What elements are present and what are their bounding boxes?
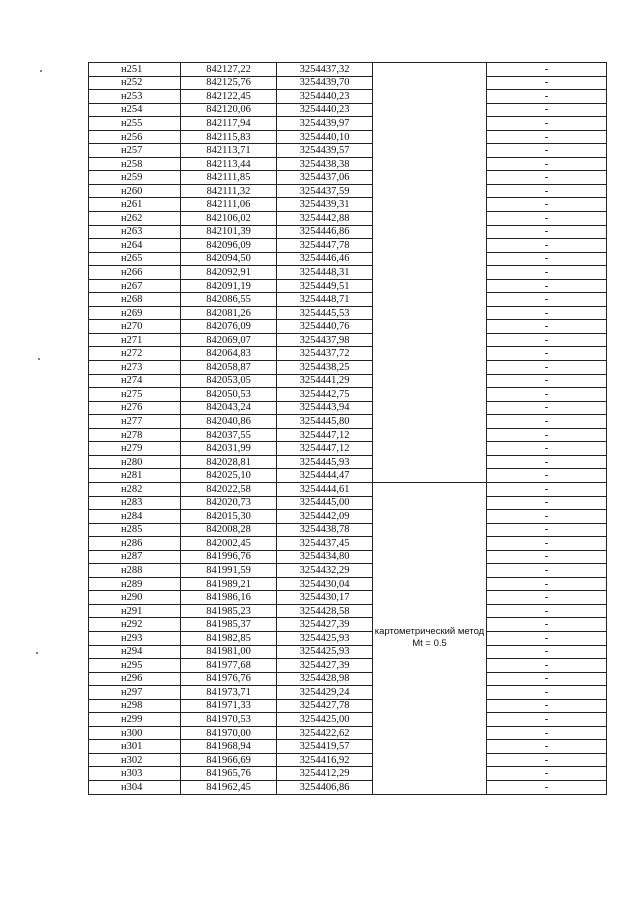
y-coordinate-cell: 3254447,12 (277, 428, 373, 442)
y-coordinate-cell: 3254438,38 (277, 157, 373, 171)
y-coordinate-cell: 3254449,51 (277, 279, 373, 293)
description-cell: - (487, 672, 607, 686)
table-row (89, 306, 607, 320)
table-row (89, 90, 607, 104)
description-cell: - (487, 388, 607, 402)
description-cell: - (487, 618, 607, 632)
x-coordinate-cell: 842101,39 (181, 225, 277, 239)
y-coordinate-cell: 3254422,62 (277, 726, 373, 740)
point-id-cell: н256 (89, 130, 181, 144)
y-coordinate-cell: 3254416,92 (277, 753, 373, 767)
table-row (89, 76, 607, 90)
x-coordinate-cell: 842113,44 (181, 157, 277, 171)
x-coordinate-cell: 842025,10 (181, 469, 277, 483)
y-coordinate-cell: 3254439,57 (277, 144, 373, 158)
description-cell: - (487, 496, 607, 510)
y-coordinate-cell: 3254441,29 (277, 374, 373, 388)
y-coordinate-cell: 3254425,00 (277, 713, 373, 727)
point-id-cell: н266 (89, 266, 181, 280)
description-cell: - (487, 306, 607, 320)
scan-speck (38, 358, 40, 360)
x-coordinate-cell: 842106,02 (181, 212, 277, 226)
x-coordinate-cell: 841970,53 (181, 713, 277, 727)
description-cell: - (487, 225, 607, 239)
table-row (89, 320, 607, 334)
table-row (89, 618, 607, 632)
description-cell: - (487, 510, 607, 524)
point-id-cell: н297 (89, 686, 181, 700)
description-cell: - (487, 591, 607, 605)
point-id-cell: н260 (89, 184, 181, 198)
point-id-cell: н251 (89, 63, 181, 77)
description-cell: - (487, 740, 607, 754)
point-id-cell: н295 (89, 659, 181, 673)
y-coordinate-cell: 3254427,78 (277, 699, 373, 713)
point-id-cell: н277 (89, 415, 181, 429)
point-id-cell: н278 (89, 428, 181, 442)
point-id-cell: н252 (89, 76, 181, 90)
table-row (89, 577, 607, 591)
y-coordinate-cell: 3254437,32 (277, 63, 373, 77)
x-coordinate-cell: 841973,71 (181, 686, 277, 700)
table-row (89, 753, 607, 767)
point-id-cell: н273 (89, 361, 181, 375)
table-row (89, 564, 607, 578)
x-coordinate-cell: 842076,09 (181, 320, 277, 334)
table-row (89, 157, 607, 171)
x-coordinate-cell: 842091,19 (181, 279, 277, 293)
table-row (89, 361, 607, 375)
point-id-cell: н291 (89, 604, 181, 618)
x-coordinate-cell: 841977,68 (181, 659, 277, 673)
x-coordinate-cell: 841968,94 (181, 740, 277, 754)
description-cell: - (487, 767, 607, 781)
description-cell: - (487, 415, 607, 429)
description-cell: - (487, 604, 607, 618)
point-id-cell: н254 (89, 103, 181, 117)
description-cell: - (487, 780, 607, 794)
table-row (89, 726, 607, 740)
point-id-cell: н285 (89, 523, 181, 537)
description-cell: - (487, 103, 607, 117)
point-id-cell: н280 (89, 455, 181, 469)
x-coordinate-cell: 841970,00 (181, 726, 277, 740)
x-coordinate-cell: 842125,76 (181, 76, 277, 90)
x-coordinate-cell: 842015,30 (181, 510, 277, 524)
table-row (89, 415, 607, 429)
description-cell: - (487, 239, 607, 253)
table-row (89, 510, 607, 524)
coordinates-sheet (88, 62, 606, 795)
description-cell: - (487, 252, 607, 266)
description-cell: - (487, 537, 607, 551)
point-id-cell: н290 (89, 591, 181, 605)
point-id-cell: н294 (89, 645, 181, 659)
point-id-cell: н288 (89, 564, 181, 578)
point-id-cell: н259 (89, 171, 181, 185)
description-cell: - (487, 144, 607, 158)
x-coordinate-cell: 841985,37 (181, 618, 277, 632)
table-row (89, 496, 607, 510)
description-cell: - (487, 659, 607, 673)
description-cell: - (487, 117, 607, 131)
point-id-cell: н264 (89, 239, 181, 253)
table-row (89, 198, 607, 212)
description-cell: - (487, 428, 607, 442)
y-coordinate-cell: 3254440,76 (277, 320, 373, 334)
y-coordinate-cell: 3254448,31 (277, 266, 373, 280)
x-coordinate-cell: 842122,45 (181, 90, 277, 104)
x-coordinate-cell: 841982,85 (181, 631, 277, 645)
table-row (89, 266, 607, 280)
x-coordinate-cell: 842058,87 (181, 361, 277, 375)
x-coordinate-cell: 842053,05 (181, 374, 277, 388)
description-cell: - (487, 333, 607, 347)
x-coordinate-cell: 842096,09 (181, 239, 277, 253)
y-coordinate-cell: 3254437,06 (277, 171, 373, 185)
x-coordinate-cell: 842120,06 (181, 103, 277, 117)
table-row (89, 740, 607, 754)
description-cell: - (487, 482, 607, 496)
point-id-cell: н272 (89, 347, 181, 361)
x-coordinate-cell: 842111,06 (181, 198, 277, 212)
x-coordinate-cell: 841966,69 (181, 753, 277, 767)
table-row (89, 388, 607, 402)
point-id-cell: н303 (89, 767, 181, 781)
coordinates-table-body (89, 63, 607, 795)
x-coordinate-cell: 842064,83 (181, 347, 277, 361)
y-coordinate-cell: 3254445,93 (277, 455, 373, 469)
table-row (89, 252, 607, 266)
description-cell: - (487, 564, 607, 578)
y-coordinate-cell: 3254446,46 (277, 252, 373, 266)
y-coordinate-cell: 3254446,86 (277, 225, 373, 239)
table-row (89, 239, 607, 253)
table-row (89, 699, 607, 713)
description-cell: - (487, 347, 607, 361)
point-id-cell: н276 (89, 401, 181, 415)
description-cell: - (487, 374, 607, 388)
x-coordinate-cell: 842022,58 (181, 482, 277, 496)
scan-speck (36, 652, 38, 654)
table-row (89, 659, 607, 673)
y-coordinate-cell: 3254438,25 (277, 361, 373, 375)
description-cell: - (487, 631, 607, 645)
y-coordinate-cell: 3254445,00 (277, 496, 373, 510)
x-coordinate-cell: 842111,85 (181, 171, 277, 185)
table-row (89, 130, 607, 144)
description-cell: - (487, 279, 607, 293)
table-row (89, 401, 607, 415)
y-coordinate-cell: 3254442,88 (277, 212, 373, 226)
point-id-cell: н283 (89, 496, 181, 510)
y-coordinate-cell: 3254447,78 (277, 239, 373, 253)
description-cell: - (487, 76, 607, 90)
description-cell: - (487, 293, 607, 307)
y-coordinate-cell: 3254428,58 (277, 604, 373, 618)
description-cell: - (487, 699, 607, 713)
table-row (89, 767, 607, 781)
scan-speck (40, 70, 42, 72)
table-row (89, 63, 607, 77)
table-row (89, 333, 607, 347)
table-row (89, 374, 607, 388)
x-coordinate-cell: 842040,86 (181, 415, 277, 429)
x-coordinate-cell: 842111,32 (181, 184, 277, 198)
point-id-cell: н269 (89, 306, 181, 320)
description-cell: - (487, 577, 607, 591)
table-row (89, 686, 607, 700)
y-coordinate-cell: 3254440,23 (277, 103, 373, 117)
coordinates-table (88, 62, 607, 795)
y-coordinate-cell: 3254444,61 (277, 482, 373, 496)
y-coordinate-cell: 3254445,53 (277, 306, 373, 320)
y-coordinate-cell: 3254439,31 (277, 198, 373, 212)
method-cell: картометрический метод Mt = 0.5 (373, 482, 487, 794)
point-id-cell: н255 (89, 117, 181, 131)
description-cell: - (487, 90, 607, 104)
x-coordinate-cell: 841989,21 (181, 577, 277, 591)
table-row (89, 713, 607, 727)
point-id-cell: н275 (89, 388, 181, 402)
table-row (89, 780, 607, 794)
table-row (89, 171, 607, 185)
table-row (89, 550, 607, 564)
x-coordinate-cell: 842069,07 (181, 333, 277, 347)
method-cell-upper (373, 63, 487, 483)
y-coordinate-cell: 3254425,93 (277, 631, 373, 645)
y-coordinate-cell: 3254437,45 (277, 537, 373, 551)
point-id-cell: н282 (89, 482, 181, 496)
y-coordinate-cell: 3254442,75 (277, 388, 373, 402)
x-coordinate-cell: 842115,83 (181, 130, 277, 144)
x-coordinate-cell: 841981,00 (181, 645, 277, 659)
point-id-cell: н271 (89, 333, 181, 347)
point-id-cell: н261 (89, 198, 181, 212)
y-coordinate-cell: 3254430,04 (277, 577, 373, 591)
point-id-cell: н263 (89, 225, 181, 239)
description-cell: - (487, 713, 607, 727)
point-id-cell: н265 (89, 252, 181, 266)
y-coordinate-cell: 3254448,71 (277, 293, 373, 307)
y-coordinate-cell: 3254444,47 (277, 469, 373, 483)
point-id-cell: н298 (89, 699, 181, 713)
point-id-cell: н270 (89, 320, 181, 334)
point-id-cell: н253 (89, 90, 181, 104)
point-id-cell: н287 (89, 550, 181, 564)
x-coordinate-cell: 842117,94 (181, 117, 277, 131)
point-id-cell: н258 (89, 157, 181, 171)
x-coordinate-cell: 842094,50 (181, 252, 277, 266)
point-id-cell: н262 (89, 212, 181, 226)
x-coordinate-cell: 842002,45 (181, 537, 277, 551)
table-row (89, 591, 607, 605)
x-coordinate-cell: 842043,24 (181, 401, 277, 415)
y-coordinate-cell: 3254445,80 (277, 415, 373, 429)
point-id-cell: н279 (89, 442, 181, 456)
description-cell: - (487, 130, 607, 144)
description-cell: - (487, 753, 607, 767)
y-coordinate-cell: 3254440,10 (277, 130, 373, 144)
x-coordinate-cell: 842020,73 (181, 496, 277, 510)
point-id-cell: н257 (89, 144, 181, 158)
point-id-cell: н299 (89, 713, 181, 727)
y-coordinate-cell: 3254434,80 (277, 550, 373, 564)
y-coordinate-cell: 3254440,23 (277, 90, 373, 104)
y-coordinate-cell: 3254427,39 (277, 618, 373, 632)
description-cell: - (487, 184, 607, 198)
table-row (89, 672, 607, 686)
description-cell: - (487, 455, 607, 469)
point-id-cell: н286 (89, 537, 181, 551)
x-coordinate-cell: 842037,55 (181, 428, 277, 442)
y-coordinate-cell: 3254412,29 (277, 767, 373, 781)
table-row (89, 293, 607, 307)
x-coordinate-cell: 841971,33 (181, 699, 277, 713)
table-row (89, 347, 607, 361)
x-coordinate-cell: 842127,22 (181, 63, 277, 77)
y-coordinate-cell: 3254439,97 (277, 117, 373, 131)
y-coordinate-cell: 3254427,39 (277, 659, 373, 673)
description-cell: - (487, 171, 607, 185)
description-cell: - (487, 686, 607, 700)
description-cell: - (487, 726, 607, 740)
description-cell: - (487, 523, 607, 537)
point-id-cell: н267 (89, 279, 181, 293)
y-coordinate-cell: 3254437,59 (277, 184, 373, 198)
table-row (89, 537, 607, 551)
x-coordinate-cell: 842086,55 (181, 293, 277, 307)
table-row (89, 604, 607, 618)
x-coordinate-cell: 842008,28 (181, 523, 277, 537)
y-coordinate-cell: 3254428,98 (277, 672, 373, 686)
table-row (89, 523, 607, 537)
table-row (89, 279, 607, 293)
y-coordinate-cell: 3254443,94 (277, 401, 373, 415)
description-cell: - (487, 266, 607, 280)
y-coordinate-cell: 3254447,12 (277, 442, 373, 456)
x-coordinate-cell: 842092,91 (181, 266, 277, 280)
point-id-cell: н296 (89, 672, 181, 686)
x-coordinate-cell: 841976,76 (181, 672, 277, 686)
description-cell: - (487, 212, 607, 226)
y-coordinate-cell: 3254439,70 (277, 76, 373, 90)
x-coordinate-cell: 842028,81 (181, 455, 277, 469)
table-row (89, 442, 607, 456)
point-id-cell: н274 (89, 374, 181, 388)
y-coordinate-cell: 3254432,29 (277, 564, 373, 578)
point-id-cell: н292 (89, 618, 181, 632)
table-row (89, 631, 607, 645)
description-cell: - (487, 645, 607, 659)
point-id-cell: н304 (89, 780, 181, 794)
x-coordinate-cell: 841986,16 (181, 591, 277, 605)
table-row (89, 144, 607, 158)
description-cell: - (487, 361, 607, 375)
y-coordinate-cell: 3254430,17 (277, 591, 373, 605)
point-id-cell: н284 (89, 510, 181, 524)
description-cell: - (487, 469, 607, 483)
y-coordinate-cell: 3254437,98 (277, 333, 373, 347)
y-coordinate-cell: 3254438,78 (277, 523, 373, 537)
y-coordinate-cell: 3254406,86 (277, 780, 373, 794)
point-id-cell: н268 (89, 293, 181, 307)
description-cell: - (487, 442, 607, 456)
y-coordinate-cell: 3254437,72 (277, 347, 373, 361)
table-row (89, 645, 607, 659)
table-row (89, 212, 607, 226)
x-coordinate-cell: 841996,76 (181, 550, 277, 564)
x-coordinate-cell: 841991,59 (181, 564, 277, 578)
description-cell: - (487, 198, 607, 212)
description-cell: - (487, 320, 607, 334)
x-coordinate-cell: 841962,45 (181, 780, 277, 794)
description-cell: - (487, 550, 607, 564)
x-coordinate-cell: 841985,23 (181, 604, 277, 618)
table-row (89, 117, 607, 131)
x-coordinate-cell: 842050,53 (181, 388, 277, 402)
point-id-cell: н281 (89, 469, 181, 483)
y-coordinate-cell: 3254419,57 (277, 740, 373, 754)
table-row (89, 184, 607, 198)
point-id-cell: н302 (89, 753, 181, 767)
point-id-cell: н301 (89, 740, 181, 754)
y-coordinate-cell: 3254425,93 (277, 645, 373, 659)
point-id-cell: н300 (89, 726, 181, 740)
y-coordinate-cell: 3254429,24 (277, 686, 373, 700)
y-coordinate-cell: 3254442,09 (277, 510, 373, 524)
point-id-cell: н293 (89, 631, 181, 645)
table-row (89, 482, 607, 496)
table-row (89, 455, 607, 469)
x-coordinate-cell: 841965,76 (181, 767, 277, 781)
description-cell: - (487, 63, 607, 77)
x-coordinate-cell: 842081,26 (181, 306, 277, 320)
description-cell: - (487, 401, 607, 415)
table-row (89, 469, 607, 483)
description-cell: - (487, 157, 607, 171)
table-row (89, 103, 607, 117)
x-coordinate-cell: 842113,71 (181, 144, 277, 158)
table-row (89, 428, 607, 442)
x-coordinate-cell: 842031,99 (181, 442, 277, 456)
table-row (89, 225, 607, 239)
point-id-cell: н289 (89, 577, 181, 591)
